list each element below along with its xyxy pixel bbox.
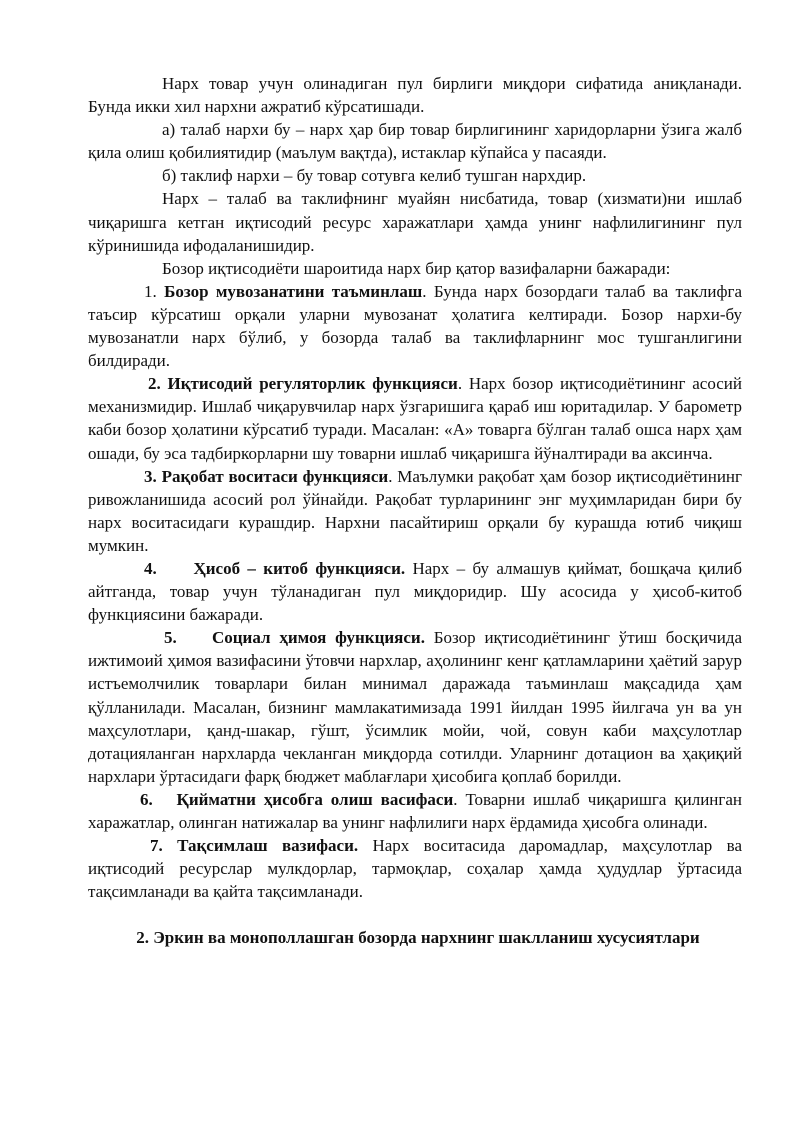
function-number: 2. (148, 374, 161, 394)
function-text: . Товарни ишлаб чиқаришга қилинган харажатлар, олинган натижалар ва унинг нафлилиги нарх ёрдамида ҳисобга олинади. (88, 789, 743, 832)
section-heading (128, 926, 708, 949)
function-title: Иқтисодий регуляторлик функцияси (167, 374, 458, 394)
section-heading-text: Эркин ва монополлашган бозорда нархнинг шаклланиш хусусиятлари (153, 928, 700, 948)
function-text: . Маълумки рақобат ҳам бозор иқтисодиётининг ривожланишида асосий рол ўйнайди. Рақобат турларининг энг муҳимларидан бири бу нарх воситасидаги курашдир. Нархни пасайтириш орқали бу курашда ютиб чиқиш мумкин. (88, 466, 742, 555)
function-text: . Нарх бозор иқтисодиётининг асосий механизмидир. Ишлаб чиқарувчилар нарх ўзгаришига қараб иш юритадилар. У барометр каби бозор ҳолатини кўрсатиб туради. Масалан: «А» товарга бўлган талаб ошса нарх ҳам ошади, бу эса тадбиркорларни шу товарни ишлаб чиқаришга йўналтиради ва аксинча. (88, 374, 742, 463)
function-number: 1. (144, 281, 157, 301)
function-title: Социал ҳимоя функцияси. (211, 628, 425, 648)
function-text: Нарх воситасида даромадлар, маҳсулотлар ва иқтисодий ресурслар мулкдорлар, тармоқлар, соҳалар ҳамда ҳудудлар ўртасида тақсимланади ва қайта тақсимланади. (88, 836, 742, 902)
paragraph-functions-intro: Бозор иқтисодиёти шароитида нарх бир қатор вазифаларни бажаради: (162, 258, 671, 278)
function-title: Тақсимлаш вазифаси. (177, 836, 359, 856)
document-page (88, 72, 742, 949)
function-item-3 (88, 465, 742, 557)
section-heading-number: 2. (136, 928, 150, 948)
paragraph-demand-price: а) талаб нархи бу – нарх ҳар бир товар бирлигининг харидорларни ўзига жалб қила олиш қобилиятидир (маълум вақтда), истаклар кўпайса у пасаяди. (88, 120, 742, 163)
function-text: Бозор иқтисодиётининг ўтиш босқичида ижтимоий ҳимоя вазифасини ўтовчи нархлар, аҳолининг кенг қатламларини ҳаётий зарур истъемолчилик товарлари билан минимал даражада таъминлаш мақсадида ҳам қўлланилади. Масалан, бизнинг мамлакатимизада 1991 йилдан 1995 йилгача ун ва ун маҳсулотлари, қанд-шакар, гўшт, ўсимлик мойи, чой, совун каби маҳсулотлар дотацияланган нархларда чекланган миқдорда сотилди. Уларнинг дотацион ва ҳақиқий нархлари ўртасидаги фарқ бюджет маблағлари ҳисобига қоплаб борилди. (88, 628, 743, 786)
function-text: Нарх – бу алмашув қиймат, бошқача қилиб айтганда, товар учун тўланадиган пул миқдоридир. Шу асосида у ҳисоб-китоб функциясини бажаради. (88, 558, 742, 625)
function-item-6 (88, 788, 742, 834)
function-number: 6. (140, 789, 153, 809)
function-title: Ҳисоб – китоб функцияси. (193, 558, 406, 578)
function-title: Қийматни ҳисобга олиш васифаси (176, 789, 454, 809)
function-text: . Бунда нарх бозордаги талаб ва таклифга таъсир кўрсатиш орқали уларни мувозанат ҳолатига келтиради. Бозор нархи-бу мувозанатли нарх бўлиб, у бозорда талаб ва таклифларнинг мос тушганлигини билдиради. (88, 281, 743, 371)
paragraph-supply-price: б) таклиф нархи – бу товар сотувга келиб тушган нархдир. (162, 166, 587, 186)
function-item-7 (88, 834, 742, 903)
function-title: Бозор мувозанатини таъминлаш (164, 281, 423, 301)
function-number: 4. (144, 558, 157, 578)
function-item-5 (88, 626, 742, 788)
function-number: 7. (150, 836, 163, 856)
paragraph-price-expression: Нарх – талаб ва таклифнинг муайян нисбатида, товар (хизмати)ни ишлаб чиқаришга кетган иқтисодий ресурс харажатлари ҳамда унинг нафлилигининг пул кўринишида ифодаланишидир. (88, 189, 742, 255)
function-item-4 (88, 557, 742, 626)
function-item-1 (88, 280, 742, 372)
function-number: 3. (144, 466, 157, 486)
function-item-2 (88, 372, 742, 464)
function-number: 5. (164, 628, 177, 648)
function-title: Рақобат воситаси функцияси (161, 466, 389, 486)
paragraph-price-definition: Нарх товар учун олинадиган пул бирлиги миқдори сифатида аниқланади. Бунда икки хил нархни ажратиб кўрсатишади. (88, 74, 742, 117)
